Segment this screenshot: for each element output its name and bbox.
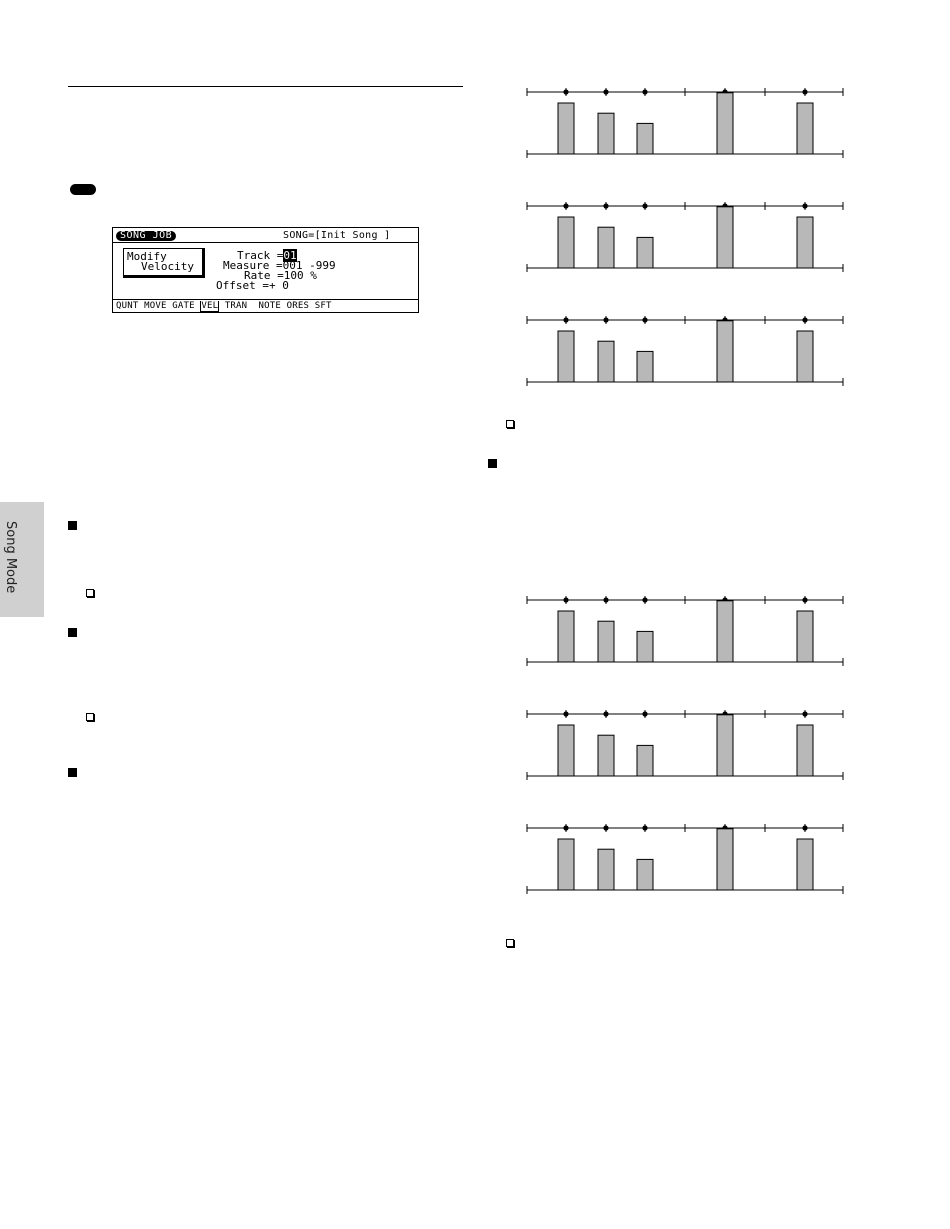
offset-label: Offset = bbox=[216, 279, 269, 292]
velocity-bar bbox=[717, 829, 733, 890]
lcd-tab-bar bbox=[116, 302, 332, 311]
section-bullet bbox=[68, 628, 77, 637]
note-marker bbox=[563, 825, 568, 830]
note-bullet bbox=[506, 420, 514, 428]
tab-vel[interactable]: VEL bbox=[201, 301, 219, 311]
note-marker bbox=[642, 317, 647, 322]
note-bullet bbox=[86, 713, 94, 721]
velocity-bar bbox=[637, 745, 653, 776]
velocity-bar bbox=[717, 207, 733, 268]
velocity-chart-3 bbox=[520, 310, 850, 392]
rate-value[interactable]: 100 % bbox=[283, 269, 317, 282]
velocity-chart-2 bbox=[520, 196, 850, 278]
velocity-bar bbox=[637, 351, 653, 382]
note-marker bbox=[802, 317, 807, 322]
velocity-bar bbox=[598, 341, 614, 382]
tab-tran[interactable]: TRAN bbox=[224, 301, 248, 311]
section-bullet bbox=[68, 521, 77, 530]
note-marker bbox=[802, 711, 807, 716]
velocity-bar bbox=[797, 103, 813, 154]
velocity-bar bbox=[717, 601, 733, 662]
note-marker bbox=[603, 203, 608, 208]
note-marker bbox=[563, 317, 568, 322]
note-marker bbox=[802, 825, 807, 830]
lcd-screen bbox=[112, 227, 419, 313]
section-bullet bbox=[68, 768, 77, 777]
velocity-bar bbox=[797, 331, 813, 382]
note-marker bbox=[603, 825, 608, 830]
note-bullet bbox=[506, 939, 514, 947]
note-marker bbox=[642, 825, 647, 830]
track-label: Track = bbox=[237, 249, 284, 262]
velocity-bar bbox=[637, 631, 653, 662]
velocity-bar bbox=[717, 321, 733, 382]
lcd-title: SONG JOB bbox=[116, 231, 176, 241]
note-marker bbox=[603, 711, 608, 716]
tab-gate[interactable]: GATE bbox=[172, 301, 195, 311]
note-marker bbox=[563, 711, 568, 716]
velocity-bar bbox=[637, 237, 653, 268]
rate-label: Rate = bbox=[244, 269, 284, 282]
tab-qunt[interactable]: QUNT bbox=[116, 301, 139, 311]
note-marker bbox=[563, 203, 568, 208]
velocity-bar bbox=[558, 725, 574, 776]
velocity-bar bbox=[598, 735, 614, 776]
track-value[interactable]: 01 bbox=[283, 249, 297, 262]
offset-value[interactable]: + 0 bbox=[268, 279, 289, 292]
velocity-chart-6 bbox=[520, 818, 850, 900]
tab-note[interactable]: NOTE bbox=[258, 301, 282, 311]
velocity-bar bbox=[598, 621, 614, 662]
velocity-bar bbox=[637, 859, 653, 890]
side-tab-label: Song Mode bbox=[3, 521, 18, 594]
velocity-bar bbox=[558, 839, 574, 890]
note-marker bbox=[563, 597, 568, 602]
note-marker bbox=[603, 317, 608, 322]
note-marker bbox=[603, 89, 608, 94]
tab-move[interactable]: MOVE bbox=[144, 301, 167, 311]
lcd-bottom-divider bbox=[113, 299, 418, 300]
section-bullet bbox=[488, 459, 497, 468]
velocity-bar bbox=[797, 217, 813, 268]
job-name-line2: Velocity bbox=[141, 260, 194, 273]
note-marker bbox=[642, 597, 647, 602]
velocity-bar bbox=[598, 849, 614, 890]
measure-value[interactable]: 001 -999 bbox=[282, 259, 336, 272]
note-bullet bbox=[86, 589, 94, 597]
lcd-divider bbox=[113, 242, 418, 243]
tab-ores[interactable]: ORES bbox=[286, 301, 310, 311]
enter-key-icon bbox=[70, 184, 96, 195]
velocity-chart-5 bbox=[520, 704, 850, 786]
note-marker bbox=[563, 89, 568, 94]
note-marker bbox=[802, 203, 807, 208]
velocity-bar bbox=[558, 331, 574, 382]
velocity-bar bbox=[637, 123, 653, 154]
velocity-bar bbox=[797, 839, 813, 890]
velocity-chart-1 bbox=[520, 82, 850, 164]
velocity-bar bbox=[598, 113, 614, 154]
measure-label: Measure = bbox=[223, 259, 283, 272]
velocity-bar bbox=[717, 93, 733, 154]
velocity-bar bbox=[598, 227, 614, 268]
note-marker bbox=[642, 89, 647, 94]
tab-sft[interactable]: SFT bbox=[314, 301, 332, 311]
velocity-bar bbox=[717, 715, 733, 776]
note-marker bbox=[603, 597, 608, 602]
offset-row bbox=[216, 280, 289, 291]
velocity-bar bbox=[558, 103, 574, 154]
note-marker bbox=[642, 203, 647, 208]
velocity-bar bbox=[558, 217, 574, 268]
job-name-line1: Modify bbox=[127, 250, 167, 263]
velocity-bar bbox=[797, 611, 813, 662]
side-tab bbox=[0, 502, 44, 617]
lcd-song-name: SONG=[Init Song ] bbox=[283, 230, 391, 241]
job-name-box bbox=[123, 248, 205, 278]
note-marker bbox=[642, 711, 647, 716]
section-rule bbox=[68, 86, 463, 87]
note-marker bbox=[802, 89, 807, 94]
note-marker bbox=[802, 597, 807, 602]
velocity-chart-4 bbox=[520, 590, 850, 672]
velocity-bar bbox=[558, 611, 574, 662]
velocity-bar bbox=[797, 725, 813, 776]
